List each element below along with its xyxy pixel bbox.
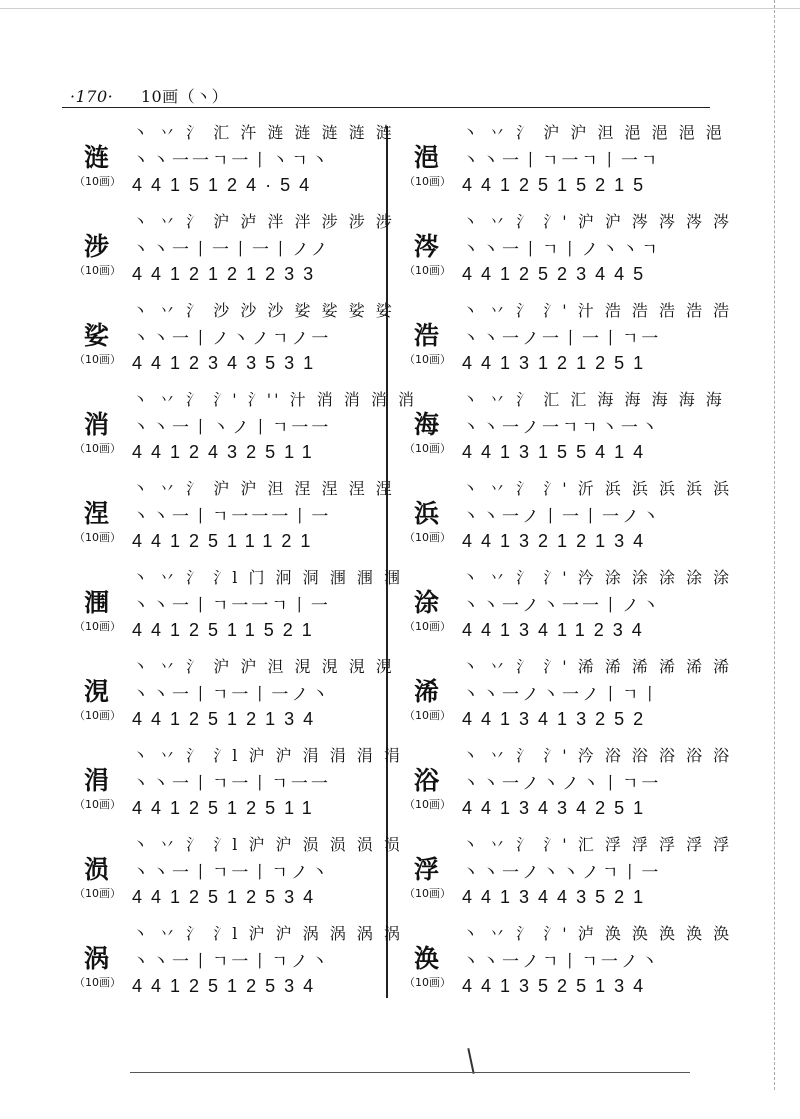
stroke-count-label: （10画） [74, 353, 121, 366]
stroke-codes: 4412512534 [132, 976, 323, 996]
stroke-count-label: （10画） [404, 887, 451, 900]
entry-character: 涓 [84, 766, 110, 795]
bottom-rule [130, 1072, 690, 1073]
character-entry [70, 474, 395, 563]
character-entry [400, 741, 733, 830]
stroke-count-label: （10画） [404, 264, 451, 277]
character-entry [70, 296, 395, 385]
stroke-order-steps: 丶 丷 氵 沙 沙 沙 娑 娑 娑 娑 [132, 301, 395, 320]
stroke-codes: 4412343531 [132, 353, 323, 373]
stroke-count-label: （10画） [404, 442, 451, 455]
character-entry [400, 830, 733, 919]
entry-character: 涠 [84, 588, 110, 617]
character-entry [400, 296, 733, 385]
entry-character: 涅 [84, 499, 110, 528]
entry-character: 涂 [414, 588, 440, 617]
bottom-scan-mark [467, 1048, 474, 1074]
entry-character: 涀 [84, 677, 110, 706]
stroke-shapes: 丶丶一ノ丶丶ノㄱ丨一 [462, 863, 662, 883]
stroke-order-steps: 丶 丷 氵 汇 汻 涟 涟 涟 涟 涟 [132, 123, 395, 142]
scan-right-edge [774, 0, 775, 1090]
character-entry [400, 118, 725, 207]
header-rule [62, 107, 710, 108]
stroke-order-steps: 丶 丷 氵 沪 泸 泮 泮 涉 涉 涉 [132, 212, 395, 231]
stroke-codes: 4412512134 [132, 709, 323, 729]
character-entry [70, 118, 395, 207]
stroke-shapes: 丶丶一丨丶ノ丨ㄱ一一 [132, 418, 332, 438]
stroke-codes: 4413155414 [462, 442, 653, 462]
entry-character: 涢 [84, 855, 110, 884]
stroke-shapes: 丶丶一ノ丶一ノ丨ㄱ丨 [462, 685, 662, 705]
stroke-shapes: 丶丶一ノ一丨一丨ㄱ一 [462, 329, 662, 349]
stroke-codes: 4413411234 [462, 620, 651, 640]
stroke-count-label: （10画） [404, 798, 451, 811]
page-header [70, 84, 228, 107]
stroke-codes: 4412523445 [462, 264, 653, 284]
character-entry [400, 207, 733, 296]
entry-character: 海 [414, 410, 440, 439]
stroke-count-label: （10画） [74, 264, 121, 277]
entry-character: 娑 [84, 321, 110, 350]
stroke-shapes: 丶丶一丨ㄱ一一一丨一 [132, 507, 332, 527]
stroke-count-label: （10画） [74, 175, 121, 188]
stroke-shapes: 丶丶一ノ丶ノ丶丨ㄱ一 [462, 774, 662, 794]
stroke-shapes: 丶丶一ノㄱ丨ㄱ一ノ丶 [462, 952, 661, 972]
stroke-shapes: 丶丶一丨ㄱ一丨ㄱノ丶 [132, 863, 331, 883]
character-entry [70, 207, 395, 296]
character-entry [400, 474, 733, 563]
stroke-order-steps: 丶 丷 氵 氵l 门 泂 洞 涠 涠 涠 [132, 568, 403, 587]
stroke-order-steps: 丶 丷 氵 氵' 沪 沪 涔 涔 涔 涔 [462, 212, 733, 231]
entry-character: 浴 [414, 766, 440, 795]
entry-character: 浥 [414, 143, 440, 172]
left-column [70, 118, 417, 1008]
stroke-count-label: （10画） [74, 976, 121, 989]
stroke-count-label: （10画） [404, 531, 451, 544]
stroke-shapes: 丶丶一丨一丨一丨ノノ [132, 240, 331, 260]
entry-character: 涔 [414, 232, 440, 261]
entry-character: 涣 [414, 944, 440, 973]
stroke-order-steps: 丶 丷 氵 沪 沪 泹 涅 涅 涅 涅 [132, 479, 395, 498]
stroke-shapes: 丶丶一丨ノ丶ノㄱノ一 [132, 329, 332, 349]
character-entry [400, 652, 733, 741]
stroke-codes: 4413121251 [462, 353, 653, 373]
stroke-count-label: （10画） [74, 798, 121, 811]
section-title: 10画（丶） [140, 87, 229, 106]
stroke-shapes: 丶丶一丨ㄱ一ㄱ丨一ㄱ [462, 151, 661, 171]
stroke-codes: 4412512534 [132, 887, 323, 907]
stroke-shapes: 丶丶一丨ㄱ一丨ㄱ一一 [132, 774, 331, 794]
stroke-count-label: （10画） [404, 709, 451, 722]
entry-character: 消 [84, 410, 110, 439]
character-entry [400, 563, 733, 652]
stroke-codes: 4415124·54 [132, 175, 319, 195]
stroke-order-steps: 丶 丷 氵 氵' 汵 浴 浴 浴 浴 浴 [462, 746, 733, 765]
stroke-order-steps: 丶 丷 氵 氵l 沪 沪 涢 涢 涢 涢 [132, 835, 403, 854]
stroke-codes: 4412432511 [132, 442, 321, 462]
stroke-order-steps: 丶 丷 氵 氵' 沂 浜 浜 浜 浜 浜 [462, 479, 733, 498]
stroke-shapes: 丶丶一ノ丶一一丨ノ丶 [462, 596, 662, 616]
character-entry [70, 741, 403, 830]
stroke-count-label: （10画） [404, 353, 451, 366]
stroke-order-steps: 丶 丷 氵 氵l 沪 沪 涡 涡 涡 涡 [132, 924, 403, 943]
scan-top-edge [0, 8, 800, 9]
character-entry [70, 830, 403, 919]
stroke-shapes: 丶丶一丨ㄱ一一ㄱ丨一 [132, 596, 331, 616]
character-entry [70, 563, 403, 652]
character-entry [400, 919, 733, 1008]
character-entry [70, 919, 403, 1008]
stroke-shapes: 丶丶一丨ㄱ一丨一ノ丶 [132, 685, 332, 705]
character-entry [70, 385, 417, 474]
right-column [400, 118, 733, 1008]
stroke-count-label: （10画） [74, 620, 121, 633]
stroke-order-steps: 丶 丷 氵 氵' 汵 涂 涂 涂 涂 涂 [462, 568, 733, 587]
entry-character: 浠 [414, 677, 440, 706]
stroke-count-label: （10画） [404, 976, 451, 989]
stroke-count-label: （10画） [74, 531, 121, 544]
stroke-codes: 4412511521 [132, 620, 321, 640]
entry-character: 浮 [414, 855, 440, 884]
stroke-codes: 4413413252 [462, 709, 653, 729]
stroke-shapes: 丶丶一丨ㄱ丨ノ丶丶ㄱ [462, 240, 661, 260]
stroke-order-steps: 丶 丷 氵 沪 沪 泹 涀 涀 涀 涀 [132, 657, 395, 676]
stroke-shapes: 丶丶一丨ㄱ一丨ㄱノ丶 [132, 952, 331, 972]
stroke-codes: 4412512511 [132, 798, 321, 818]
stroke-shapes: 丶丶一ノ丨一丨一ノ丶 [462, 507, 662, 527]
page-number: ·170· [70, 87, 114, 106]
stroke-count-label: （10画） [74, 887, 121, 900]
stroke-order-steps: 丶 丷 氵 氵' 汇 浮 浮 浮 浮 浮 [462, 835, 733, 854]
stroke-count-label: （10画） [404, 620, 451, 633]
stroke-order-steps: 丶 丷 氵 氵' 浠 浠 浠 浠 浠 浠 [462, 657, 733, 676]
stroke-count-label: （10画） [74, 709, 121, 722]
stroke-codes: 4412511121 [132, 531, 320, 551]
stroke-codes: 4413212134 [462, 531, 653, 551]
stroke-codes: 4413525134 [462, 976, 653, 996]
character-entry [70, 652, 395, 741]
stroke-order-steps: 丶 丷 氵 氵' 泸 涣 涣 涣 涣 涣 [462, 924, 733, 943]
stroke-shapes: 丶丶一ノ一ㄱㄱ丶一丶 [462, 418, 661, 438]
character-entry [400, 385, 725, 474]
stroke-codes: 4413434251 [462, 798, 653, 818]
stroke-order-steps: 丶 丷 氵 氵' 氵'' 汁 消 消 消 消 [132, 390, 417, 409]
entry-character: 涉 [84, 232, 110, 261]
stroke-order-steps: 丶 丷 氵 氵' 汁 浩 浩 浩 浩 浩 [462, 301, 733, 320]
entry-character: 浜 [414, 499, 440, 528]
entry-character: 涡 [84, 944, 110, 973]
stroke-shapes: 丶丶一一ㄱ一丨丶ㄱ丶 [132, 151, 331, 171]
stroke-count-label: （10画） [404, 175, 451, 188]
stroke-codes: 4412121233 [132, 264, 323, 284]
stroke-count-label: （10画） [74, 442, 121, 455]
stroke-order-steps: 丶 丷 氵 沪 沪 泹 浥 浥 浥 浥 [462, 123, 725, 142]
column-divider [386, 126, 388, 998]
stroke-codes: 4413443521 [462, 887, 653, 907]
entry-character: 浩 [414, 321, 440, 350]
stroke-order-steps: 丶 丷 氵 氵l 沪 沪 涓 涓 涓 涓 [132, 746, 403, 765]
entry-character: 涟 [84, 143, 110, 172]
stroke-codes: 4412515215 [462, 175, 653, 195]
stroke-order-steps: 丶 丷 氵 汇 汇 海 海 海 海 海 [462, 390, 725, 409]
